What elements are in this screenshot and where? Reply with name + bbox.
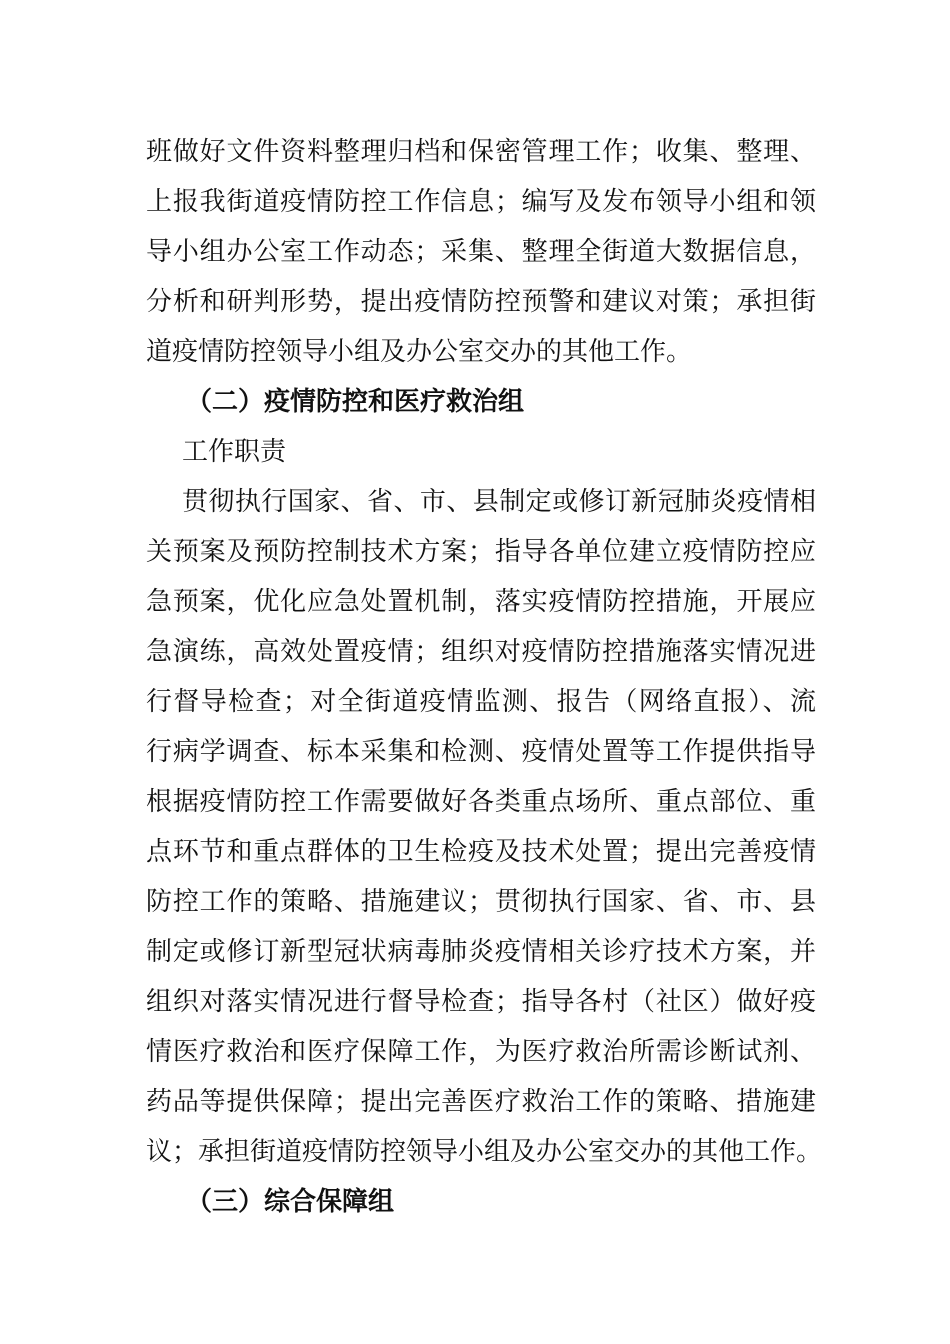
paragraph-line: 关预案及预防控制技术方案；指导各单位建立疫情防控应 [146, 537, 816, 567]
paragraph-line: 药品等提供保障；提出完善医疗救治工作的策略、措施建 [146, 1087, 816, 1117]
paragraph-line: 班做好文件资料整理归档和保密管理工作；收集、整理、 [146, 137, 816, 167]
paragraph-line: 防控工作的策略、措施建议；贯彻执行国家、省、市、县 [146, 887, 816, 917]
section-heading: （三）综合保障组 [186, 1187, 395, 1217]
paragraph-line: 导小组办公室工作动态；采集、整理全街道大数据信息， [146, 237, 816, 267]
section-heading: （二）疫情防控和医疗救治组 [186, 387, 525, 417]
paragraph-line: 行督导检查；对全街道疫情监测、报告（网络直报）、流 [146, 687, 816, 717]
paragraph-line: 行病学调查、标本采集和检测、疫情处置等工作提供指导 [146, 737, 816, 767]
paragraph-line: 上报我街道疫情防控工作信息；编写及发布领导小组和领 [146, 187, 816, 217]
paragraph-line: 道疫情防控领导小组及办公室交办的其他工作。 [146, 337, 693, 367]
paragraph-line: 根据疫情防控工作需要做好各类重点场所、重点部位、重 [146, 787, 816, 817]
paragraph-line: 组织对落实情况进行督导检查；指导各村（社区）做好疫 [146, 987, 816, 1017]
paragraph-line: 点环节和重点群体的卫生检疫及技术处置；提出完善疫情 [146, 837, 816, 867]
paragraph-line: 情医疗救治和医疗保障工作，为医疗救治所需诊断试剂、 [146, 1037, 816, 1067]
paragraph-line: 议；承担街道疫情防控领导小组及办公室交办的其他工作。 [146, 1137, 823, 1167]
paragraph-line: 急预案，优化应急处置机制，落实疫情防控措施，开展应 [146, 587, 816, 617]
paragraph-line: 贯彻执行国家、省、市、县制定或修订新冠肺炎疫情相 [182, 487, 816, 517]
paragraph-line: 制定或修订新型冠状病毒肺炎疫情相关诊疗技术方案，并 [146, 937, 816, 967]
paragraph-line: 分析和研判形势，提出疫情防控预警和建议对策；承担街 [146, 287, 816, 317]
paragraph-line: 急演练，高效处置疫情；组织对疫情防控措施落实情况进 [146, 637, 816, 667]
section-subheading: 工作职责 [182, 437, 287, 467]
